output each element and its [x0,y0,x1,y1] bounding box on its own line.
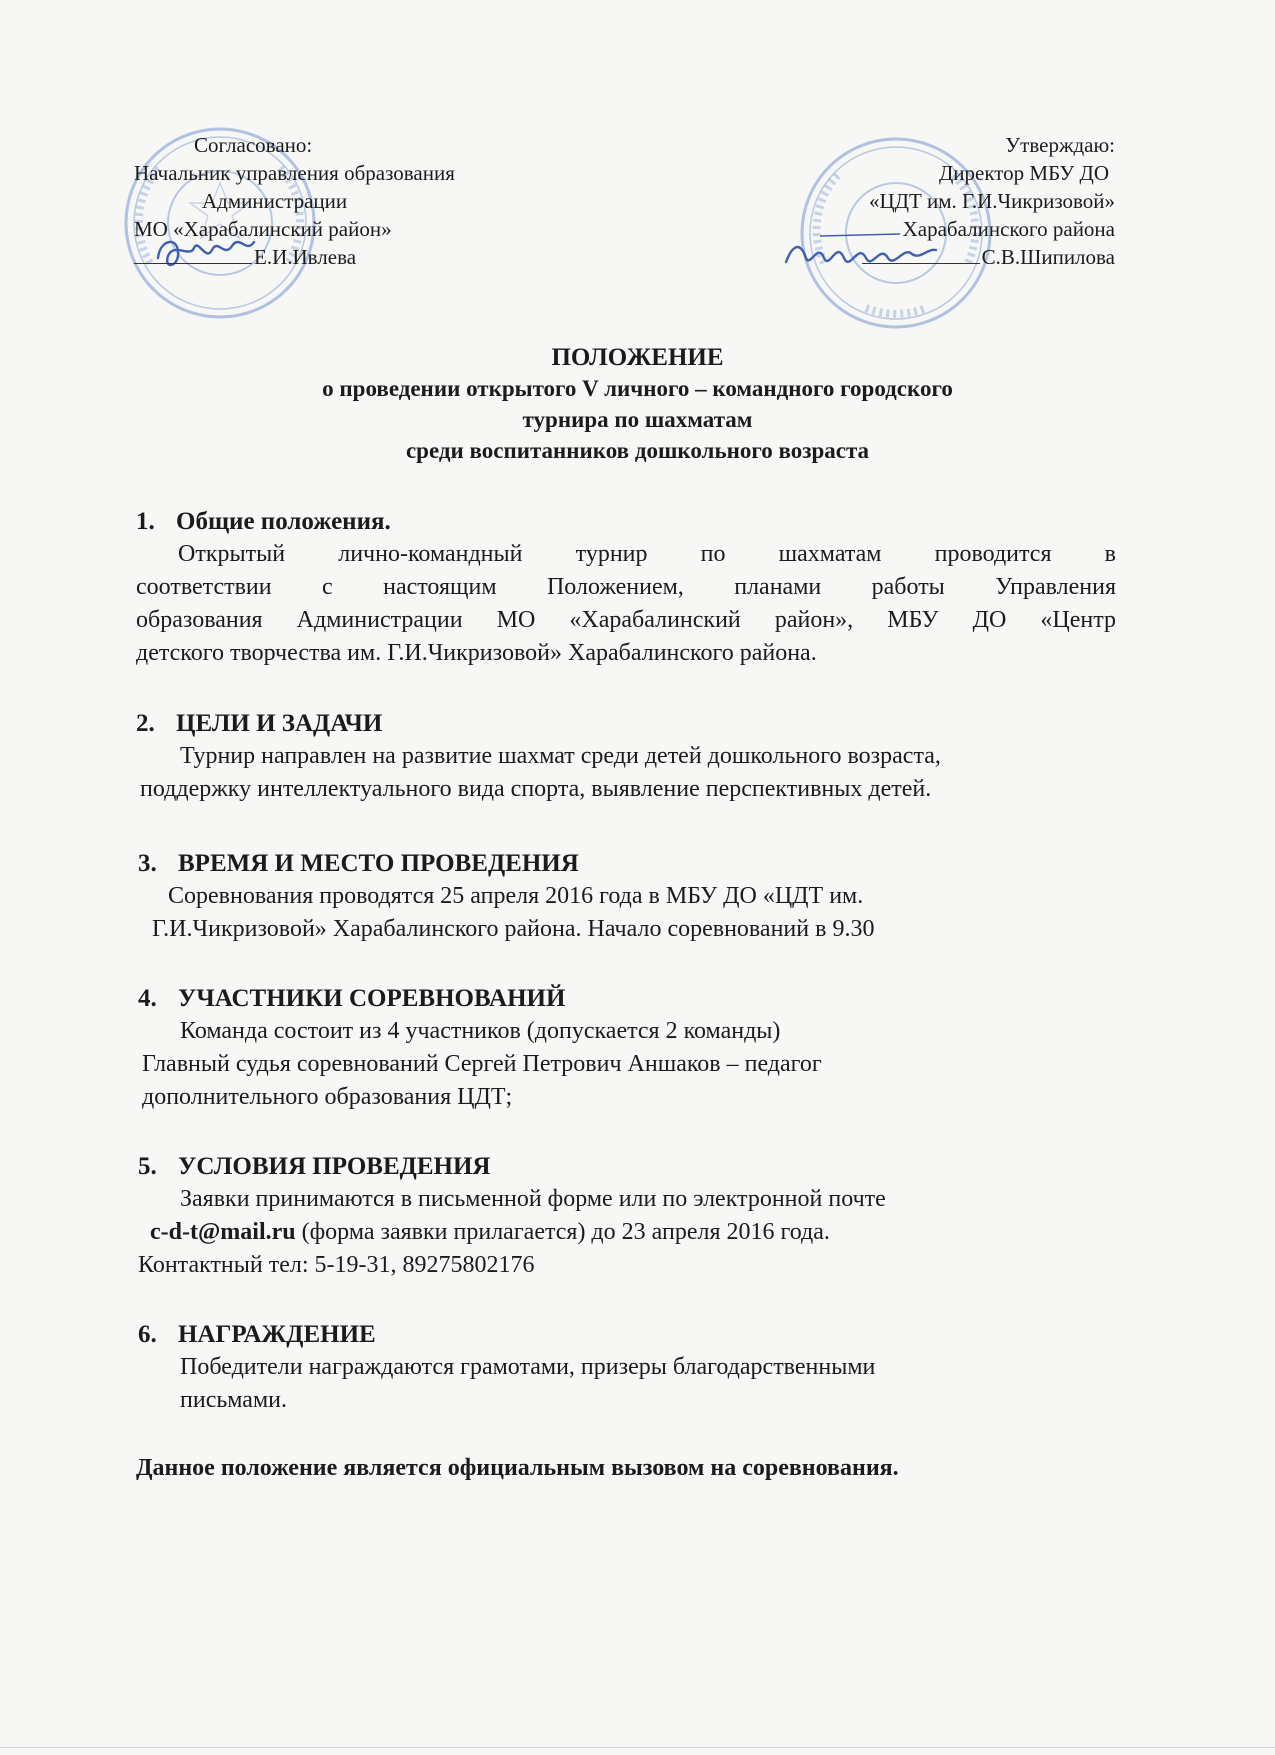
approval-right-heading: Утверждаю: [1005,133,1115,157]
section-heading [136,505,1116,538]
approval-right-org: «ЦДТ им. Г.И.Чикризовой» [868,189,1115,213]
section-time-place [138,847,1118,946]
signature-line [134,243,252,264]
page-edge [0,1747,1275,1748]
section-heading [136,707,1116,740]
section-number: 4. [138,985,157,1012]
paragraph-line: Заявки принимаются в письменной форме или по электронной почте [180,1186,886,1212]
approval-right-position: Директор МБУ ДО [938,161,1109,185]
section-number: 6. [138,1321,157,1348]
section-awards [138,1318,1118,1417]
section-number: 5. [138,1153,157,1180]
section-title: УЧАСТНИКИ СОРЕВНОВАНИЙ [178,985,566,1012]
title-line-4: среди воспитанников дошкольного возраста [405,438,870,463]
section-number: 3. [138,850,157,877]
section-heading [138,1150,1118,1183]
section-number: 1. [136,508,155,535]
section-heading [138,847,1118,880]
section-heading [138,1318,1118,1351]
title-line-3: турнира по шахматам [522,407,753,432]
paragraph-text: (форма заявки прилагается) до 23 апреля 2016 года. [301,1219,830,1245]
paragraph-line: Турнир направлен на развитие шахмат среди детей дошкольного возраста, [180,743,941,769]
paragraph-line: Победители награждаются грамотами, призеры благодарственными [180,1354,876,1380]
paragraph-line: Контактный тел: 5-19-31, 89275802176 [138,1252,535,1278]
document-title [0,342,1275,466]
approval-right-district: Харабалинского района [902,217,1115,241]
section-conditions [138,1150,1118,1282]
section-title: ЦЕЛИ И ЗАДАЧИ [176,710,383,737]
paragraph-line: соответствии с настоящим Положением, планами работы Управления [136,574,1116,600]
approval-right-name: С.В.Шипилова [981,245,1115,269]
section-number: 2. [136,710,155,737]
section-title: Общие положения. [176,508,391,535]
paragraph-line: Г.И.Чикризовой» Харабалинского района. Начало соревнований в 9.30 [152,916,875,942]
section-general [136,505,1116,670]
title-line-2: о проведении открытого V личного – командного городского [322,376,953,401]
paragraph-line: Соревнования проводятся 25 апреля 2016 года в МБУ ДО «ЦДТ им. [168,883,864,909]
section-title: НАГРАЖДЕНИЕ [178,1321,376,1348]
closing-statement: Данное положение является официальным вызовом на соревнования. [136,1455,899,1481]
paragraph-line: Команда состоит из 4 участников (допускается 2 команды) [180,1018,781,1044]
paragraph-line [138,1216,1118,1249]
section-heading [138,982,1118,1015]
approval-block-left [134,131,534,271]
approval-left-position: Начальник управления образования [134,161,455,185]
paragraph-line: дополнительного образования ЦДТ; [142,1084,513,1110]
paragraph-line: Главный судья соревнований Сергей Петрович Аншаков – педагог [142,1051,822,1077]
approval-left-heading: Согласовано: [194,133,313,157]
paragraph-line: письмами. [180,1387,287,1413]
approval-left-signer [134,243,534,271]
paragraph-line: Открытый лично-командный турнир по шахматам проводится в [178,541,1116,567]
paragraph-line: поддержку интеллектуального вида спорта, выявление перспективных детей. [140,776,932,802]
email-address: c-d-t@mail.ru [150,1219,296,1245]
title-main: ПОЛОЖЕНИЕ [551,344,724,371]
section-participants [138,982,1118,1114]
approval-left-district: МО «Харабалинский район» [134,217,392,241]
paragraph-line: детского творчества им. Г.И.Чикризовой» Харабалинского района. [136,640,817,666]
approval-block-right [780,131,1115,271]
approval-right-signer [780,243,1115,271]
section-title: УСЛОВИЯ ПРОВЕДЕНИЯ [178,1153,491,1180]
paragraph-line: образования Администрации МО «Харабалинский район», МБУ ДО «Центр [136,607,1116,633]
approval-left-org: Администрации [202,189,348,213]
section-title: ВРЕМЯ И МЕСТО ПРОВЕДЕНИЯ [178,850,579,877]
section-goals [136,707,1116,806]
approval-left-name: Е.И.Ивлева [254,245,357,269]
signature-line [862,243,980,264]
